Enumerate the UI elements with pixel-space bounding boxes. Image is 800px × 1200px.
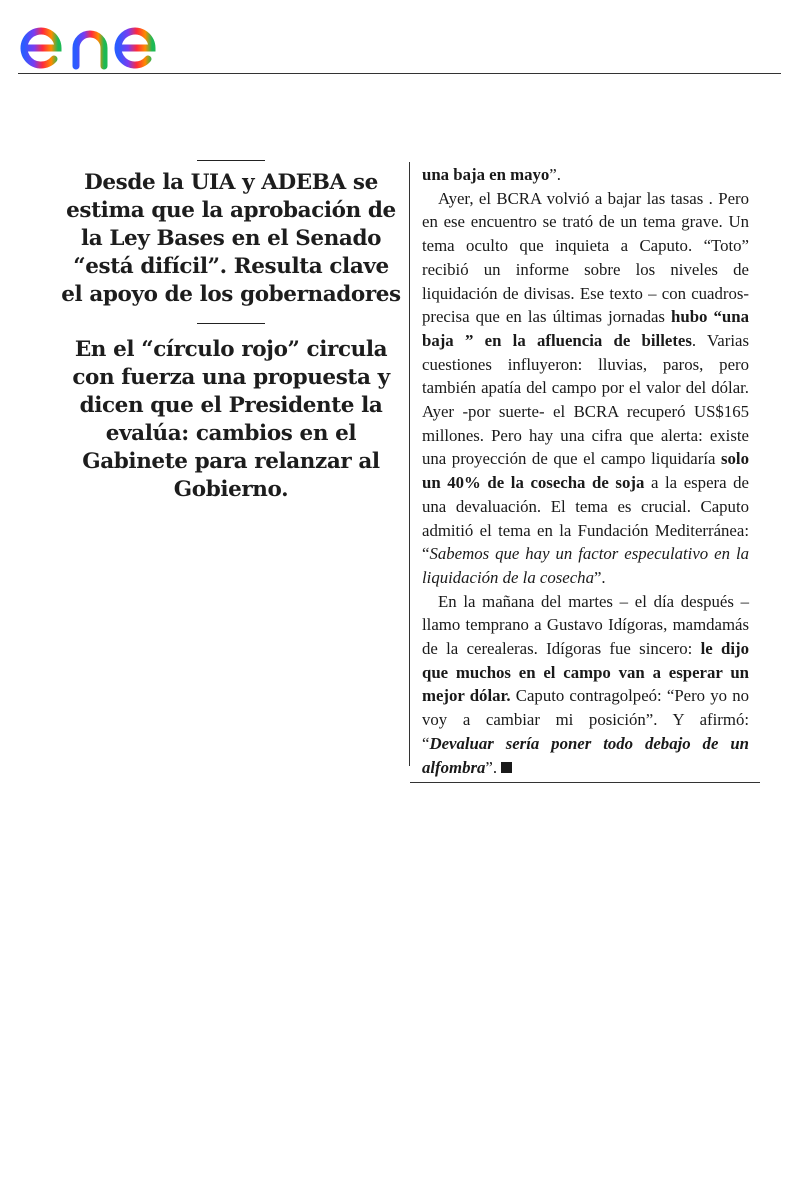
text: . Varias cuestiones influyeron: lluvias, paros, pero también apatía del campo por el valor del dólar. Ayer -por suerte- el BCRA recuperó US$165 millones. Pero hay una cifra que alerta: existe una proyección de que el campo liquidaría bbox=[422, 330, 749, 469]
text: ”. bbox=[485, 757, 498, 777]
text: En la mañana del martes – el día después – llamo temprano a Gustavo Idígoras, mamdamás de la cerealeras. Idígoras fue sincero: bbox=[422, 591, 749, 659]
pull-quote-rule bbox=[197, 160, 265, 161]
italic-quote: Sabemos que hay un factor especulativo en la liquidación de la cosecha bbox=[422, 544, 749, 587]
bold-text: una baja en mayo bbox=[422, 165, 550, 184]
article-body bbox=[422, 163, 749, 779]
text: Ayer, el BCRA volvió a bajar las tasas . Pero en ese encuentro se trató de un tema grave. Un tema oculto que inquieta a Caputo. “Toto” recibió un informe sobre los niveles de liquidación de divisas. Ese texto – con cuadros- precisa que en las últimas jornadas bbox=[422, 188, 749, 327]
pull-quote-rule bbox=[197, 323, 265, 324]
paragraph bbox=[422, 590, 749, 780]
bottom-rule bbox=[410, 782, 760, 783]
bold-text: solo un 40% de la cosecha de soja bbox=[422, 449, 749, 493]
text: a la espera de una devaluación. El tema es crucial. Caputo admitió el tema en la Fundación Mediterránea: “ bbox=[422, 473, 749, 564]
bold-italic-quote: Devaluar sería poner todo debajo de un alfombra bbox=[422, 733, 749, 777]
pull-quote: Desde la UIA y ADEBA se estima que la aprobación de la Ley Bases en el Senado “está difícil”. Resulta clave el apoyo de los gobernadores bbox=[61, 170, 401, 307]
enel-logo bbox=[18, 4, 218, 72]
text: ”. bbox=[549, 165, 561, 184]
bold-text: le dijo que muchos en el campo van a esperar un mejor dólar. bbox=[422, 639, 750, 706]
text: ”. bbox=[593, 567, 606, 587]
end-mark-icon bbox=[501, 762, 512, 773]
pull-quote: En el “círculo rojo” circula con fuerza una propuesta y dicen que el Presidente la evalúa: cambios en el Gabinete para relanzar al Gobierno. bbox=[72, 337, 390, 502]
pull-quote-column bbox=[60, 160, 402, 504]
bold-text: hubo “una baja ” en la afluencia de billetes bbox=[422, 307, 749, 350]
paragraph bbox=[422, 187, 749, 590]
column-divider bbox=[409, 162, 410, 766]
paragraph bbox=[422, 163, 749, 187]
header-rule bbox=[18, 73, 781, 74]
text: Caputo contragolpeó: “Pero yo no voy a cambiar mi posición”. Y afirmó: “ bbox=[422, 686, 749, 753]
